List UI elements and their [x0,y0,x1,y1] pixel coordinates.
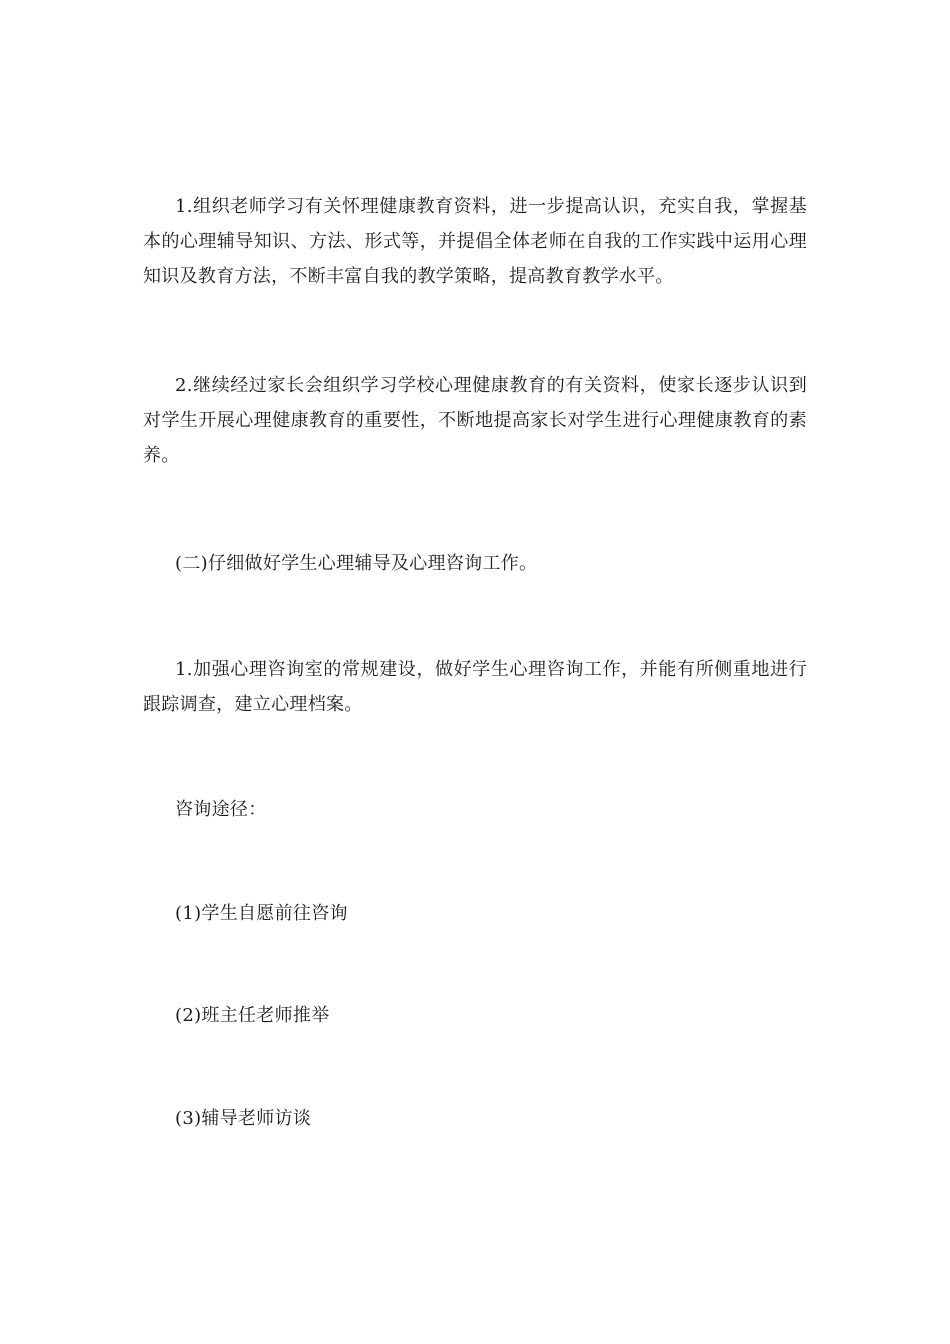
list-item-teacher-recommendation: (2)班主任老师推举 [175,1005,330,1026]
list-item-counselor-interview: (3)辅导老师访谈 [175,1108,312,1129]
section-heading-counseling: (二)仔细做好学生心理辅导及心理咨询工作。 [175,553,538,574]
paragraph-teacher-training: 1.组织老师学习有关怀理健康教育资料，进一步提高认识，充实自我，掌握基本的心理辅导知识、方法、形式等，并提倡全体老师在自我的工作实践中运用心理知识及教育方法，不断丰富自我的教学策略，提高教育教学水平。 [143,196,807,287]
list-item-voluntary: (1)学生自愿前往咨询 [175,903,348,924]
paragraph-counseling-room: 1.加强心理咨询室的常规建设，做好学生心理咨询工作，并能有所侧重地进行跟踪调查，建立心理档案。 [143,659,807,715]
paragraph-parent-meeting: 2.继续经过家长会组织学习学校心理健康教育的有关资料，使家长逐步认识到对学生开展心理健康教育的重要性，不断地提高家长对学生进行心理健康教育的素养。 [143,375,807,466]
list-heading-counseling-channels: 咨询途径： [175,799,267,820]
